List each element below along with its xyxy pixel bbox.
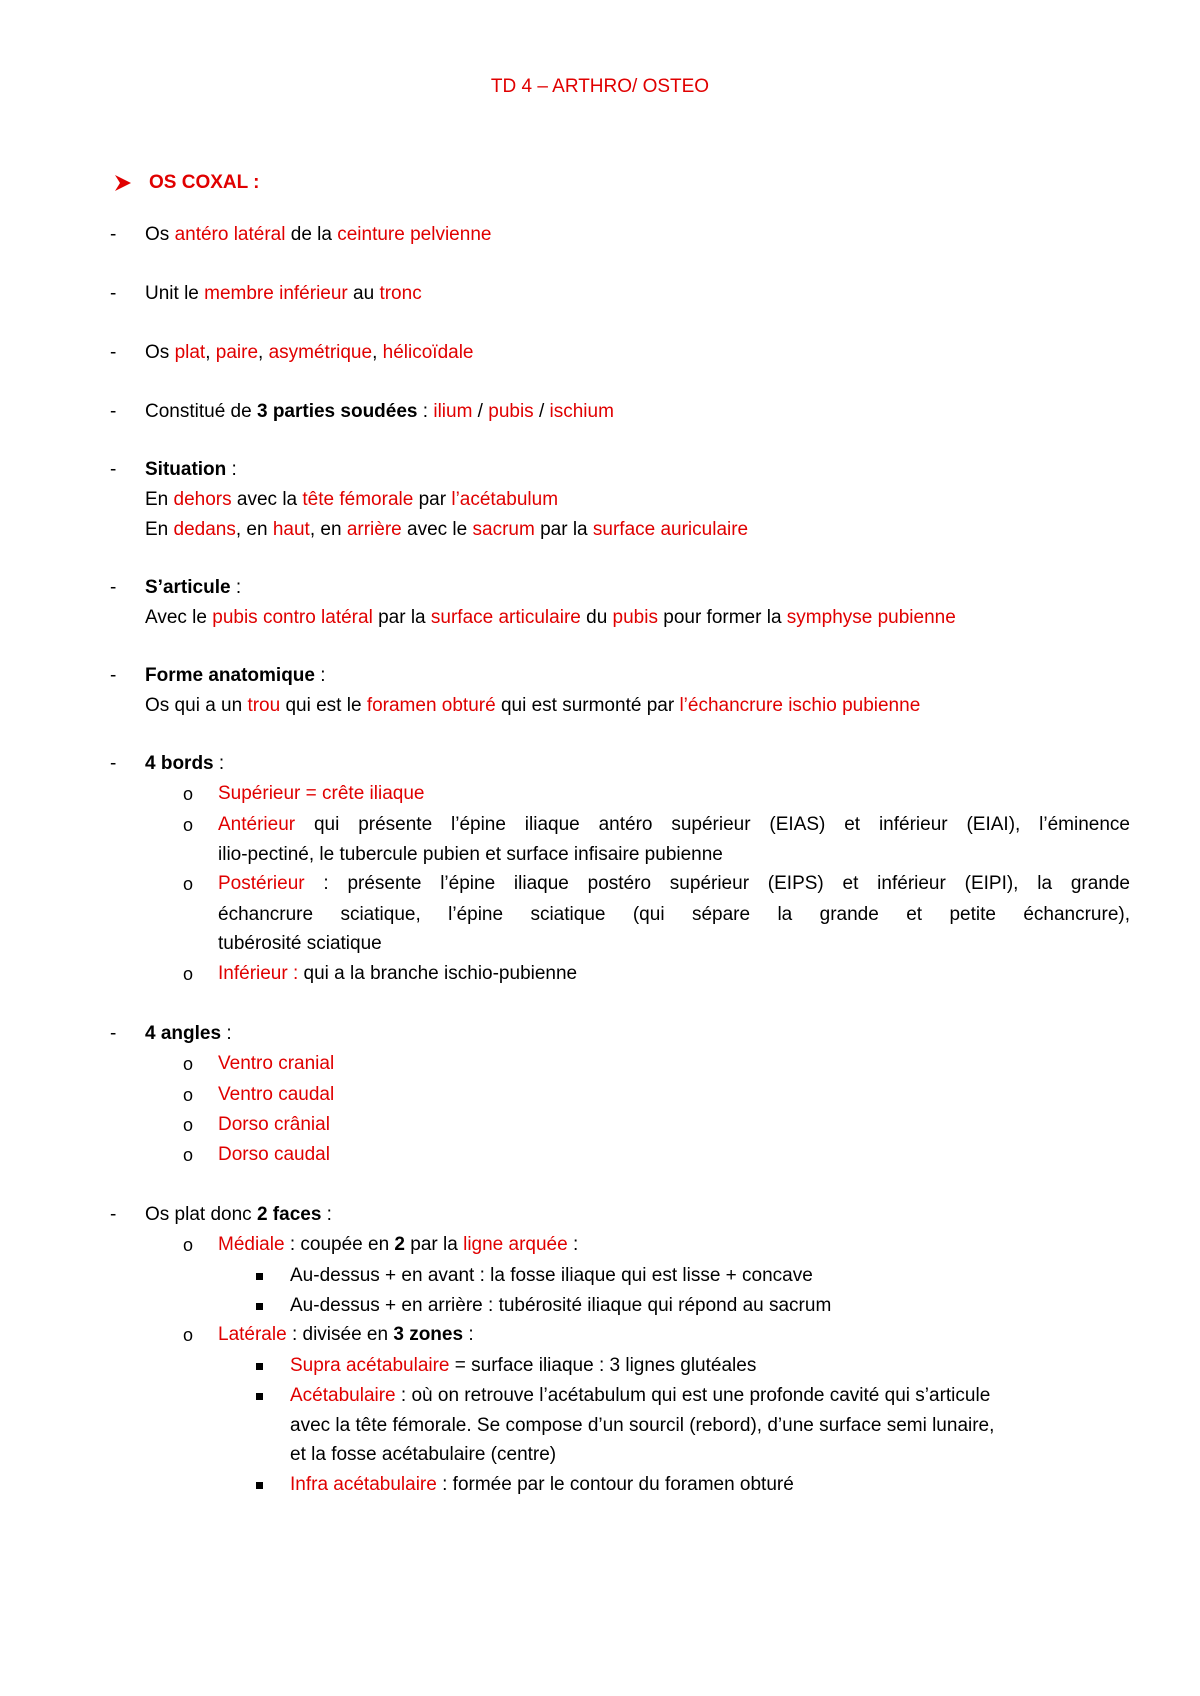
- list-item: Os plat, paire, asymétrique, hélicoïdale: [145, 342, 474, 363]
- dash-bullet: -: [110, 283, 117, 304]
- dash-bullet: -: [110, 342, 117, 363]
- square-bullet: [256, 1273, 263, 1280]
- bord-anterieur-line-1: Antérieur qui présente l’épine iliaque antéro supérieur (EIAS) et inférieur (EIAI), l’éminence: [218, 814, 1130, 835]
- circle-bullet: o: [183, 1115, 194, 1135]
- arrow-bullet-icon: [113, 173, 133, 193]
- circle-bullet: o: [183, 784, 194, 804]
- dash-bullet: -: [110, 1204, 117, 1225]
- bord-posterieur-line-3: tubérosité sciatique: [218, 933, 382, 954]
- situation-heading: Situation :: [145, 459, 237, 480]
- zone-acetabulaire-line-3: et la fosse acétabulaire (centre): [290, 1444, 557, 1465]
- dash-bullet: -: [110, 753, 117, 774]
- page-title: TD 4 – ARTHRO/ OSTEO: [490, 76, 710, 97]
- circle-bullet: o: [183, 964, 194, 984]
- dash-bullet: -: [110, 665, 117, 686]
- situation-line-2: En dedans, en haut, en arrière avec le sacrum par la surface auriculaire: [145, 519, 749, 540]
- circle-bullet: o: [183, 815, 194, 835]
- circle-bullet: o: [183, 1085, 194, 1105]
- forme-heading: Forme anatomique :: [145, 665, 326, 686]
- angles-heading: 4 angles :: [145, 1023, 232, 1044]
- section-title: OS COXAL :: [149, 172, 260, 193]
- bord-inferieur: Inférieur : qui a la branche ischio-pubienne: [218, 963, 578, 984]
- list-item: Constitué de 3 parties soudées : ilium / pubis / ischium: [145, 401, 614, 422]
- zone-acetabulaire-line-1: Acétabulaire : où on retrouve l’acétabulum qui est une profonde cavité qui s’articule: [290, 1385, 991, 1406]
- faces-heading: Os plat donc 2 faces :: [145, 1204, 332, 1225]
- square-bullet: [256, 1482, 263, 1489]
- zone-infra: Infra acétabulaire : formée par le contour du foramen obturé: [290, 1474, 794, 1495]
- square-bullet: [256, 1393, 263, 1400]
- section-heading: [113, 172, 260, 194]
- articule-line-1: Avec le pubis contro latéral par la surface articulaire du pubis pour former la symphyse pubienne: [145, 607, 956, 628]
- bord-posterieur-line-1: Postérieur : présente l’épine iliaque postéro supérieur (EIPS) et inférieur (EIPI), la grande: [218, 873, 1130, 894]
- square-bullet: [256, 1303, 263, 1310]
- face-laterale: Latérale : divisée en 3 zones :: [218, 1324, 474, 1345]
- list-item: Unit le membre inférieur au tronc: [145, 283, 422, 304]
- forme-line-1: Os qui a un trou qui est le foramen obturé qui est surmonté par l’échancrure ischio pubienne: [145, 695, 921, 716]
- zone-acetabulaire-line-2: avec la tête fémorale. Se compose d’un sourcil (rebord), d’une surface semi lunaire,: [290, 1415, 995, 1436]
- dash-bullet: -: [110, 577, 117, 598]
- mediale-sub-item: Au-dessus + en avant : la fosse iliaque qui est lisse + concave: [290, 1265, 813, 1286]
- bord-anterieur-line-2: ilio-pectiné, le tubercule pubien et surface infisaire pubienne: [218, 844, 723, 865]
- circle-bullet: o: [183, 1145, 194, 1165]
- dash-bullet: -: [110, 459, 117, 480]
- angle-item: Dorso crânial: [218, 1114, 330, 1135]
- angle-item: Dorso caudal: [218, 1144, 330, 1165]
- circle-bullet: o: [183, 1054, 194, 1074]
- situation-line-1: En dehors avec la tête fémorale par l’acétabulum: [145, 489, 559, 510]
- bord-posterieur-line-2: échancrure sciatique, l’épine sciatique (qui sépare la grande et petite échancrure),: [218, 904, 1130, 925]
- dash-bullet: -: [110, 224, 117, 245]
- list-item: Os antéro latéral de la ceinture pelvienne: [145, 224, 492, 245]
- dash-bullet: -: [110, 1023, 117, 1044]
- mediale-sub-item: Au-dessus + en arrière : tubérosité iliaque qui répond au sacrum: [290, 1295, 832, 1316]
- dash-bullet: -: [110, 401, 117, 422]
- bord-superieur: Supérieur = crête iliaque: [218, 783, 425, 804]
- zone-supra: Supra acétabulaire = surface iliaque : 3 lignes glutéales: [290, 1355, 757, 1376]
- circle-bullet: o: [183, 1325, 194, 1345]
- circle-bullet: o: [183, 874, 194, 894]
- bords-heading: 4 bords :: [145, 753, 225, 774]
- circle-bullet: o: [183, 1235, 194, 1255]
- square-bullet: [256, 1363, 263, 1370]
- face-mediale: Médiale : coupée en 2 par la ligne arquée :: [218, 1234, 579, 1255]
- articule-heading: S’articule :: [145, 577, 242, 598]
- angle-item: Ventro caudal: [218, 1084, 335, 1105]
- angle-item: Ventro cranial: [218, 1053, 335, 1074]
